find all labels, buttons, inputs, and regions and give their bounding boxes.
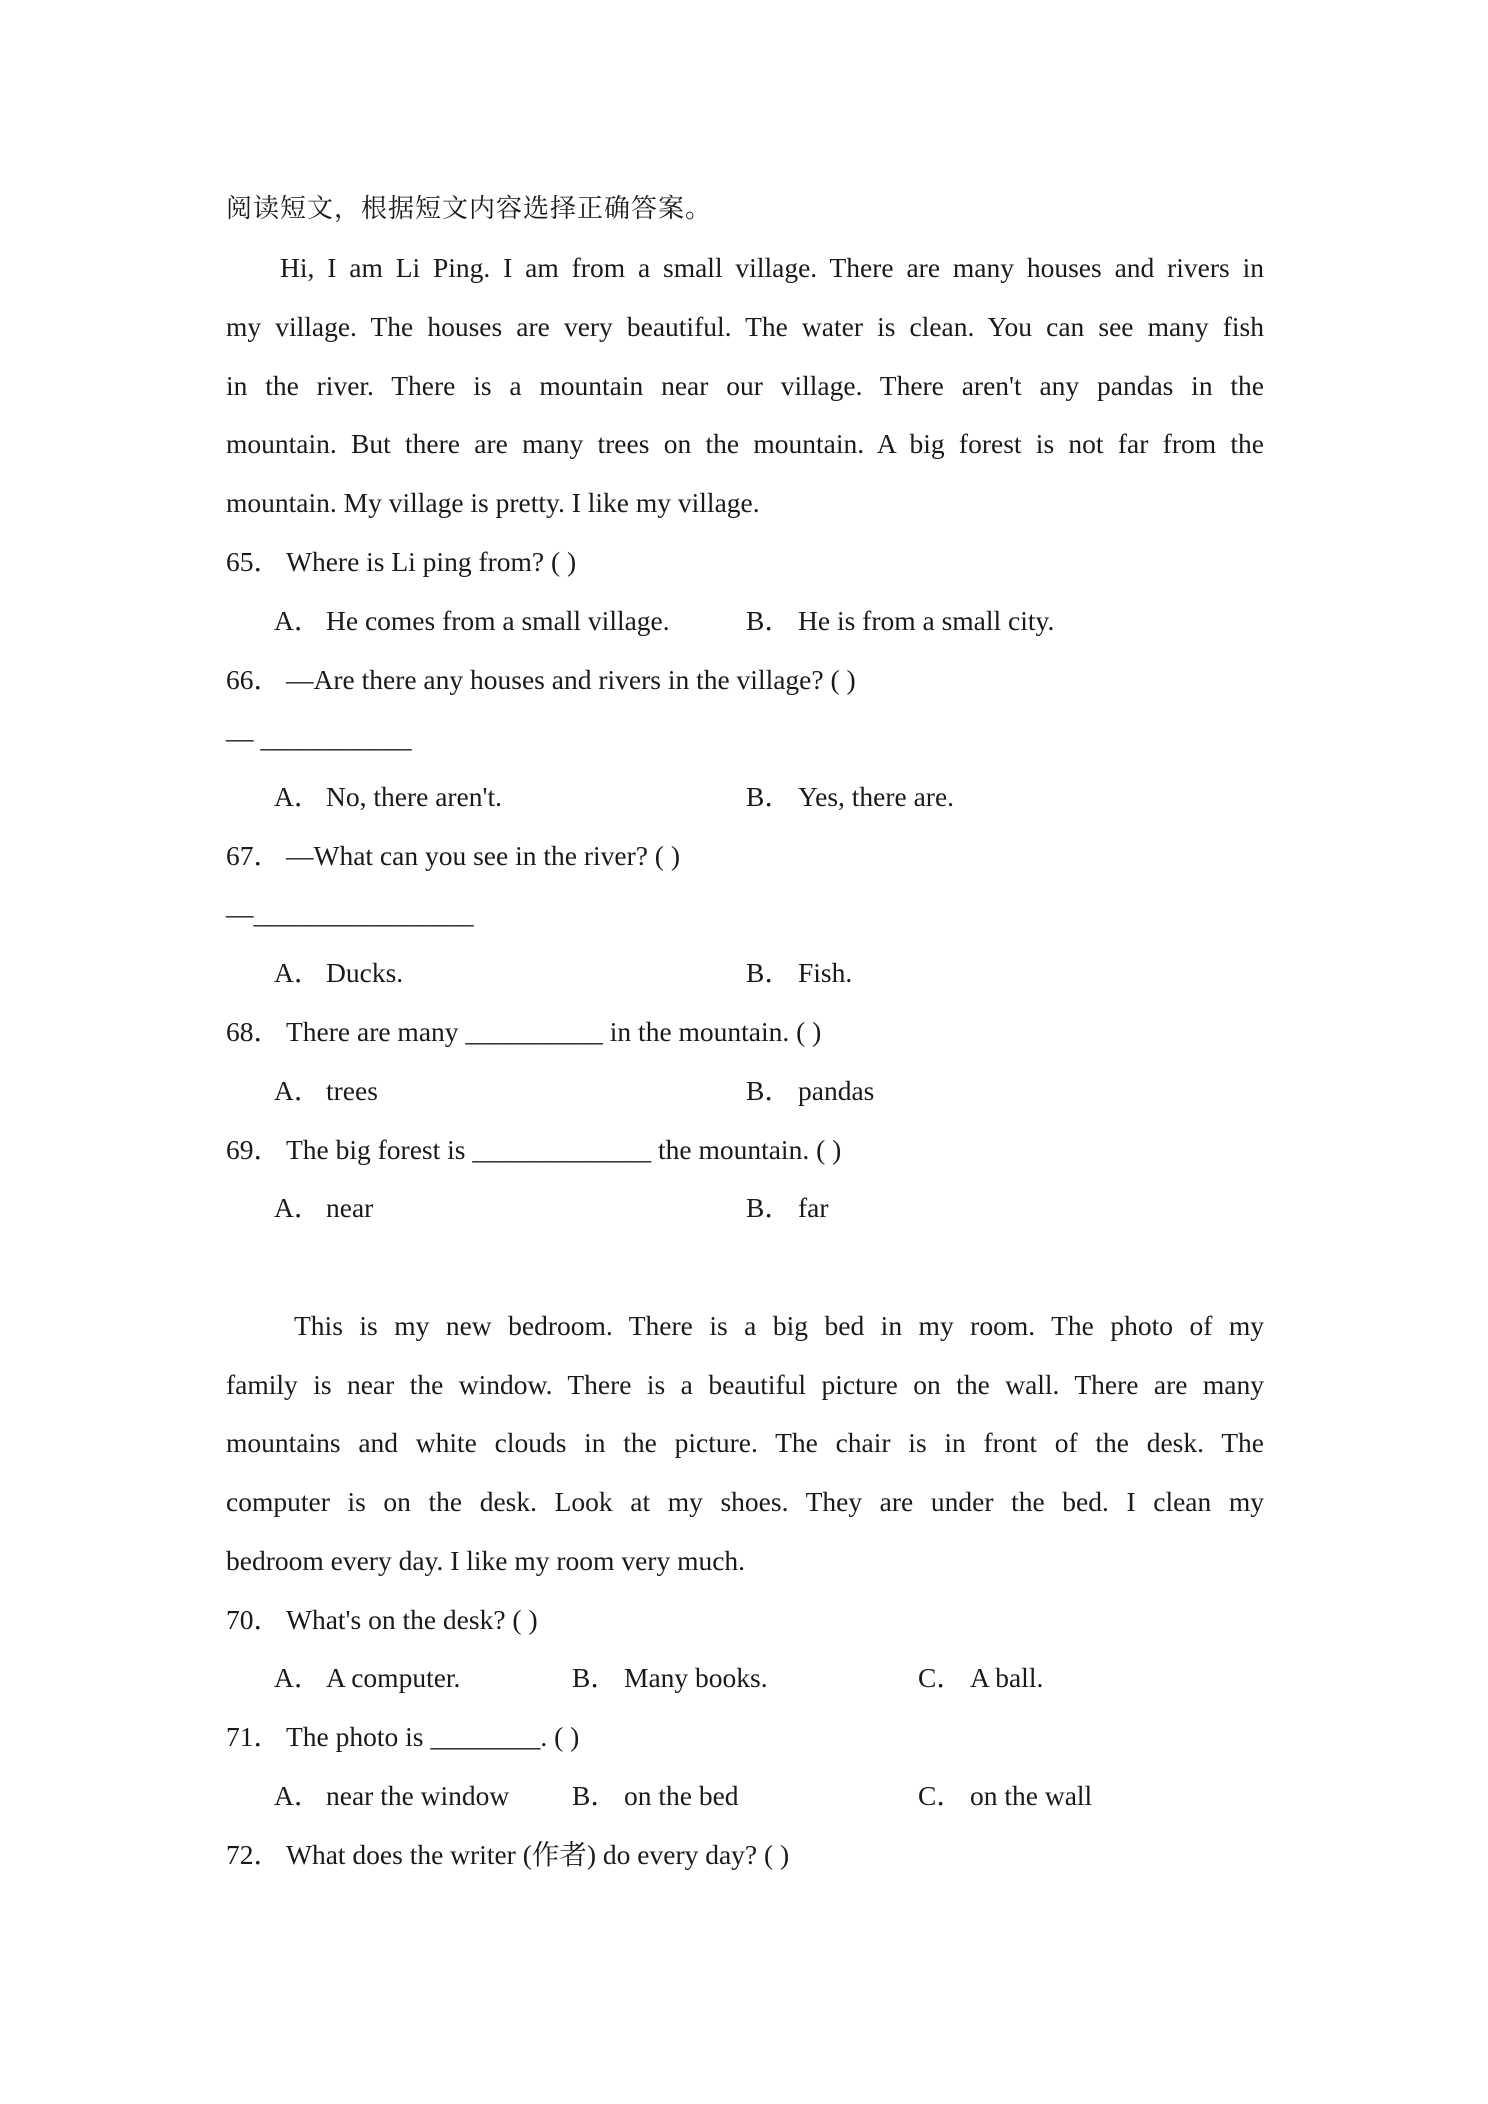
passage-2-line: bedroom every day. I like my room very much. (226, 1545, 746, 1576)
option-c[interactable] (918, 1664, 1043, 1692)
option-letter: B． (572, 1780, 618, 1811)
question-stem (226, 1136, 841, 1164)
option-text: on the wall (970, 1780, 1093, 1811)
option-a[interactable] (274, 783, 502, 811)
passage-1-line: mountain. But there are many trees on the mountain. A big forest is not far from the (226, 428, 1264, 459)
question-text: —Are there any houses and rivers in the village? ( ) (286, 664, 856, 695)
question-number: 71． (226, 1721, 281, 1752)
question-number: 72． (226, 1839, 281, 1870)
option-b[interactable] (572, 1782, 739, 1810)
option-letter: B． (746, 605, 792, 636)
option-text: trees (326, 1075, 378, 1106)
option-b[interactable] (572, 1664, 768, 1692)
option-text: He is from a small city. (798, 605, 1055, 636)
option-letter: B． (746, 781, 792, 812)
option-b[interactable] (746, 959, 852, 987)
answer-blank[interactable]: —________________ (226, 898, 474, 929)
question-number: 67． (226, 840, 281, 871)
option-c[interactable] (918, 1782, 1092, 1810)
option-text: Ducks. (326, 957, 404, 988)
option-text: near (326, 1192, 374, 1223)
question-text: —What can you see in the river? ( ) (286, 840, 680, 871)
option-letter: B． (746, 957, 792, 988)
question-number: 65． (226, 546, 281, 577)
option-letter: C． (918, 1780, 964, 1811)
passage-1-line: Hi, I am Li Ping. I am from a small village. There are many houses and rivers in (280, 252, 1264, 283)
option-letter: A． (274, 1780, 322, 1811)
question-text: What does the writer (作者) do every day? ( ) (286, 1839, 790, 1870)
option-a[interactable] (274, 1664, 460, 1692)
question-stem (226, 1841, 789, 1869)
option-text: near the window (326, 1780, 510, 1811)
question-number: 69． (226, 1134, 281, 1165)
option-text: pandas (798, 1075, 875, 1106)
option-text: on the bed (624, 1780, 739, 1811)
option-a[interactable] (274, 1782, 509, 1810)
option-letter: B． (746, 1075, 792, 1106)
option-b[interactable] (746, 783, 954, 811)
instruction: 阅读短文，根据短文内容选择正确答案。 (226, 194, 713, 224)
question-stem (226, 1018, 821, 1046)
option-text: No, there aren't. (326, 781, 502, 812)
option-text: Many books. (624, 1662, 768, 1693)
passage-2-line: mountains and white clouds in the picture. The chair is in front of the desk. The (226, 1427, 1264, 1458)
option-text: He comes from a small village. (326, 605, 670, 636)
option-b[interactable] (746, 1194, 829, 1222)
option-letter: A． (274, 1192, 322, 1223)
option-letter: C． (918, 1662, 964, 1693)
passage-2-line: computer is on the desk. Look at my shoes. They are under the bed. I clean my (226, 1486, 1264, 1517)
question-text: What's on the desk? ( ) (286, 1604, 538, 1635)
option-letter: B． (572, 1662, 618, 1693)
question-number: 68． (226, 1016, 281, 1047)
question-stem (226, 548, 576, 576)
question-number: 70． (226, 1604, 281, 1635)
option-text: A ball. (970, 1662, 1044, 1693)
option-letter: A． (274, 605, 322, 636)
option-b[interactable] (746, 607, 1054, 635)
question-stem (226, 1606, 538, 1634)
question-text: The big forest is _____________ the mountain. ( ) (286, 1134, 842, 1165)
option-a[interactable] (274, 607, 670, 635)
passage-1-line: my village. The houses are very beautiful. The water is clean. You can see many fish (226, 311, 1264, 342)
question-text: There are many __________ in the mountain. ( ) (286, 1016, 822, 1047)
passage-1-line: in the river. There is a mountain near our village. There aren't any pandas in the (226, 370, 1264, 401)
option-a[interactable] (274, 959, 403, 987)
option-a[interactable] (274, 1194, 373, 1222)
question-text: The photo is ________. ( ) (286, 1721, 580, 1752)
question-stem (226, 842, 680, 870)
option-b[interactable] (746, 1077, 874, 1105)
option-text: far (798, 1192, 829, 1223)
option-letter: A． (274, 1075, 322, 1106)
option-a[interactable] (274, 1077, 378, 1105)
option-text: Yes, there are. (798, 781, 955, 812)
question-number: 66． (226, 664, 281, 695)
passage-1-line: mountain. My village is pretty. I like my village. (226, 487, 760, 518)
option-letter: A． (274, 781, 322, 812)
option-text: A computer. (326, 1662, 461, 1693)
option-text: Fish. (798, 957, 853, 988)
question-stem (226, 1723, 579, 1751)
passage-2-line: family is near the window. There is a beautiful picture on the wall. There are many (226, 1369, 1264, 1400)
question-text: Where is Li ping from? ( ) (286, 546, 577, 577)
question-stem (226, 666, 856, 694)
answer-blank[interactable]: — ___________ (226, 722, 412, 753)
passage-2-line: This is my new bedroom. There is a big bed in my room. The photo of my (294, 1310, 1264, 1341)
option-letter: A． (274, 1662, 322, 1693)
option-letter: B． (746, 1192, 792, 1223)
option-letter: A． (274, 957, 322, 988)
